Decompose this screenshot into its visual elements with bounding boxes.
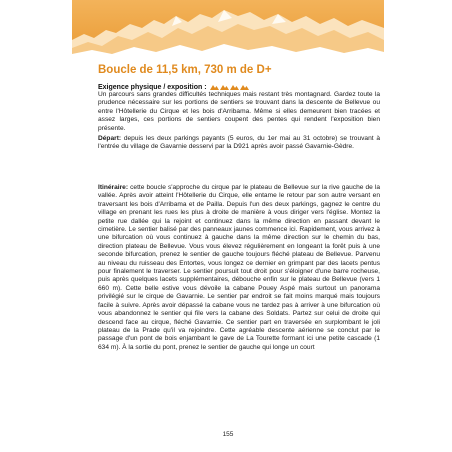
- itineraire-paragraph: [98, 184, 380, 352]
- mountain-icon: [240, 84, 249, 90]
- mountain-icon: [230, 84, 239, 90]
- depart-text: depuis les deux parkings payants (5 euros, du 1er mai au 31 octobre) se trouvant à l'entrée du village de Gavarnie desservi par la D921 après avoir passé Gavarnie-Gèdre.: [98, 135, 380, 151]
- page: [72, 0, 384, 452]
- intro-paragraph: Un parcours sans grandes difficultés techniques mais restant très montagnard. Gardez toute la prudence nécessaire sur les portions de sentiers se trouvant dans la descente de Bellevue ou entre l'Hôtellerie du Cirque et les bois d'Arribama. Même si elles demeurent bien tracées et assez larges, ces portions de sentiers coupent des pentes qui rendent l'exposition bien présente.: [98, 91, 380, 132]
- depart-paragraph: [98, 135, 380, 152]
- page-number: 155: [222, 431, 234, 438]
- exigence-label: Exigence physique / exposition :: [98, 83, 207, 91]
- mountain-banner-image: [72, 0, 384, 58]
- mountain-icon: [220, 84, 229, 90]
- itineraire-text: cette boucle s'approche du cirque par le plateau de Bellevue sur la rive gauche de la vallée. Après avoir atteint l'Hôtellerie du Cirque, elle entame le retour par son autre versant en traversant les bois d'Arribama et de Pailla. Depuis l'un des deux parkings, gagnez le centre du village en prenant les rues les plus à droite de manière à vous diriger vers l'église. Montez la petite rue dallée qui la rejoint et continuez dans la même direction en passant devant le cimetière. Le sentier balisé par des panneaux jaunes commence ici. Rapidement, vous arrivez à une bifurcation où vous continuez à gauche dans la même direction sur le chemin du bas, direction plateau de Bellevue. Vous vous élevez régulièrement en longeant la forêt puis à une seconde bifurcation, prenez le sentier de gauche toujours fléché plateau de Bellevue. Parvenu au niveau du ruisseau des Entortes, vous longez ce dernier en grimpant par des lacets pentus pour finalement le traverser. Le sentier poursuit tout droit pour s'éloigner d'une barre rocheuse, puis après quelques lacets supplémentaires, débouche enfin sur le plateau de Bellevue (vers 1 660 m). Cette belle estive vous dévoile la cabane Pouey Aspé mais surtout un panorama privilégié sur le cirque de Gavarnie. Le sentier par endroit se fait moins marqué mais toujours facile à suivre. Après avoir dépassé la cabane vous ne tardez pas à arriver à une bifurcation où vous abandonnez le sentier qui file vers la cabane des Soldats. Partez sur celui de droite qui descend face au cirque, fléché Gavarnie. Ce sentier part en traversée en surplombant le joli plateau de la Prade qu'il va rejoindre. Cette agréable descente aérienne se conclut par le passage d'un pont de bois enjambant le gave de La Tourette formant ici une petite cascade (1 634 m). À la sortie du pont, prenez le sentier de gauche qui longe un court: [98, 184, 380, 351]
- difficulty-rating: [210, 84, 250, 90]
- mountain-icon: [210, 84, 219, 90]
- route-title: Boucle de 11,5 km, 730 m de D+: [98, 64, 272, 76]
- itineraire-label: Itinéraire:: [98, 184, 129, 191]
- mountain-banner-icon: [72, 0, 384, 58]
- depart-label: Départ:: [98, 135, 122, 142]
